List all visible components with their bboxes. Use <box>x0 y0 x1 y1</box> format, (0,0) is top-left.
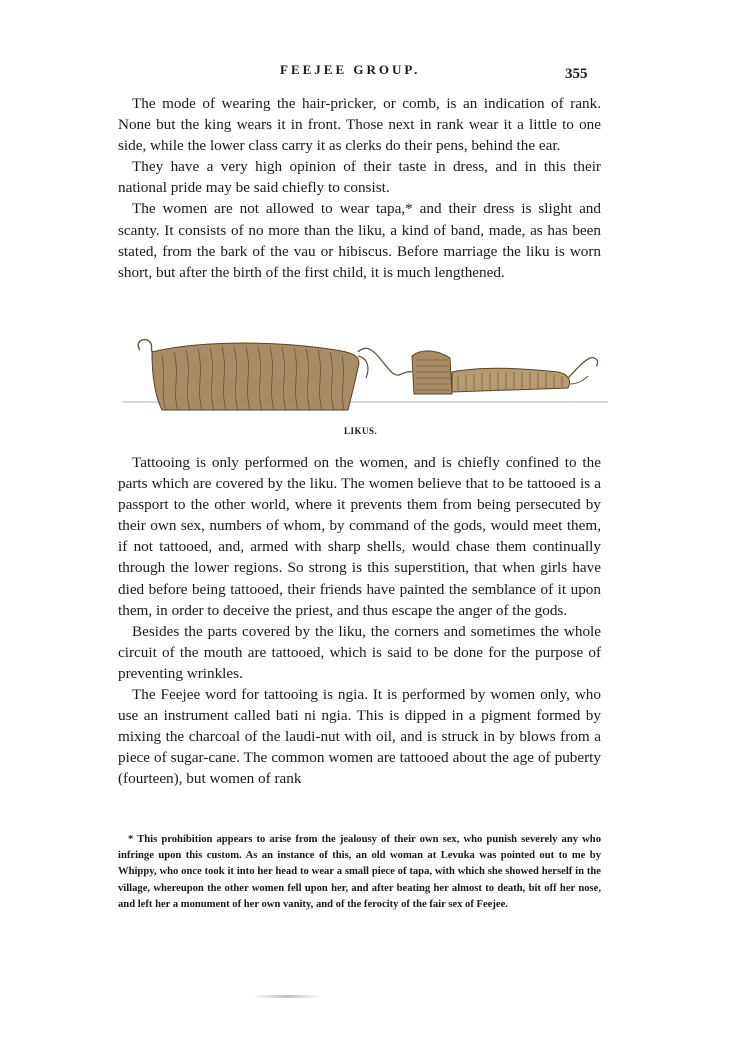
page-number: 355 <box>565 66 588 82</box>
figure-caption: LIKUS. <box>344 426 378 436</box>
body-text-top <box>118 93 601 283</box>
body-text-bottom <box>118 452 601 790</box>
footnote <box>118 832 601 913</box>
running-title: FEEJEE GROUP. <box>280 62 421 77</box>
paragraph: The Feejee word for tattooing is ngia. It is performed by women only, who use an instrument called bati ni ngia. This is dipped in a pigment formed by mixing the charcoal of the laudi-nut with oil, and is struck in by blows from a piece of sugar-cane. The common women are tattooed about the age of puberty (fourteen), but women of rank <box>118 686 601 788</box>
paragraph: They have a very high opinion of their taste in dress, and in this their national pride may be said chiefly to consist. <box>118 158 601 197</box>
paragraph: The women are not allowed to wear tapa,* and their dress is slight and scanty. It consists of no more than the liku, a kind of band, made, as has been stated, from the bark of the vau or hibiscus. Before marriage the liku is worn short, but after the birth of the first child, it is much lengthened. <box>118 200 601 281</box>
short-liku-illustration <box>412 351 598 394</box>
print-smudge <box>252 995 322 998</box>
paragraph: Besides the parts covered by the liku, the corners and sometimes the whole circuit of the mouth are tattooed, which is said to be done for the purpose of preventing wrinkles. <box>118 622 601 682</box>
footnote-text: * This prohibition appears to arise from the jealousy of their own sex, who punish severely any who infringe upon this custom. As an instance of this, an old woman at Levuka was pointed out to me by Whippy, who once took it into her head to wear a small piece of tapa, with which she showed herself in the village, whereupon the other women fell upon her, and after beating her almost to death, bit off her nose, and left her a monument of her own vanity, and of the ferocity of the fair sex of Feejee. <box>118 834 601 910</box>
likus-engraving <box>122 328 608 418</box>
paragraph: The mode of wearing the hair-pricker, or comb, is an indication of rank. None but the king wears it in front. Those next in rank wear it a little to one side, while the lower class carry it as clerks do their pens, behind the ear. <box>118 95 601 155</box>
paragraph: Tattooing is only performed on the women, and is chiefly confined to the parts which are covered by the liku. The women believe that to be tattooed is a passport to the other world, where it prevents them from being persecuted by their own sex, numbers of whom, by command of the gods, would meet them, if not tattooed, and, armed with sharp shells, would chase them continually through the lower regions. So strong is this superstition, that when girls have died before being tattooed, their friends have painted the semblance of it upon them, in order to deceive the priest, and thus escape the anger of the gods. <box>118 454 601 619</box>
long-liku-illustration <box>138 340 368 410</box>
